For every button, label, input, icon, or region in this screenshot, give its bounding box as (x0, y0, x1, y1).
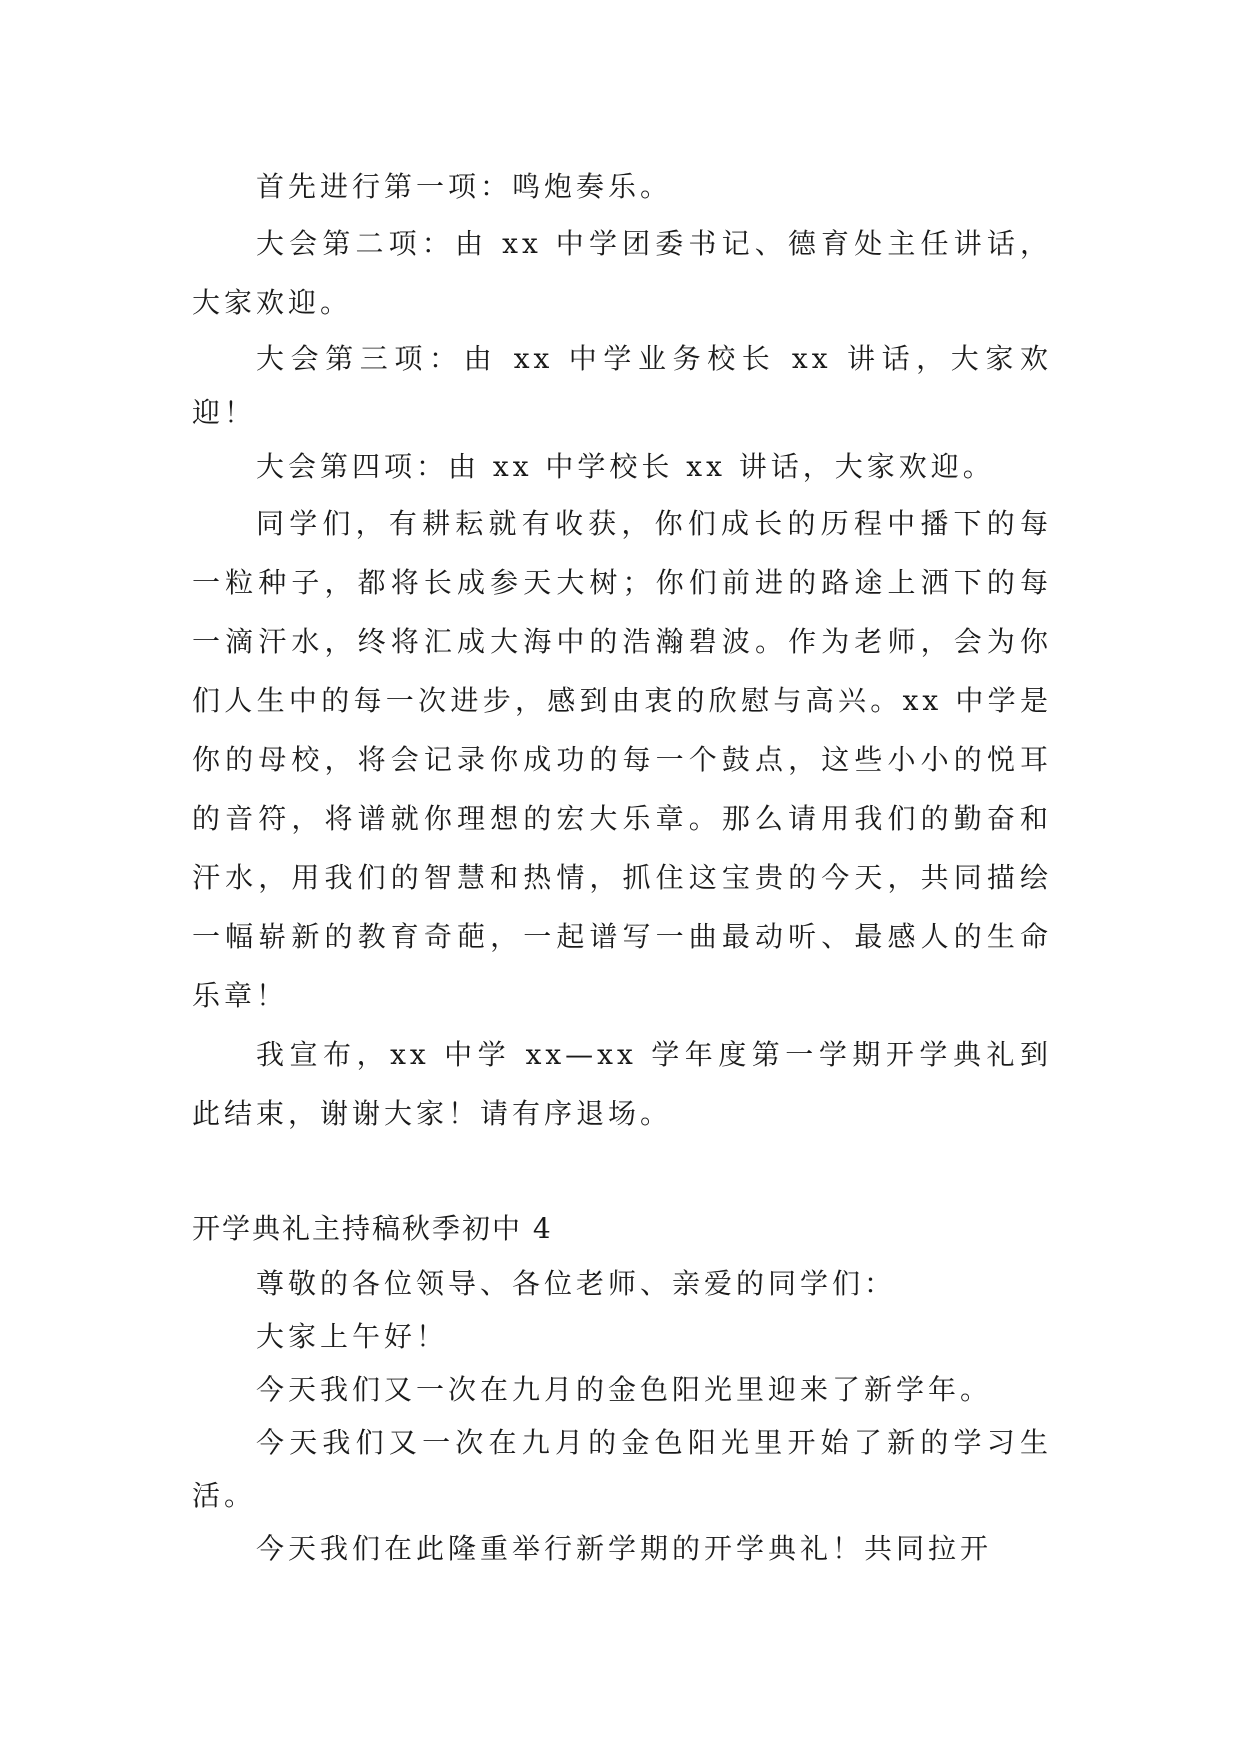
paragraph-speech-body: 同学们，有耕耘就有收获，你们成长的历程中播下的每一粒种子，都将长成参天大树；你们前进的路途上洒下的每一滴汗水，终将汇成大海中的浩瀚碧波。作为老师，会为你们人生中的每一次进步，感到由衷的欣慰与高兴。xx 中学是你的母校，将会记录你成功的每一个鼓点，这些小小的悦耳的音符，将谱就你理想的宏大乐章。那么请用我们的勤奋和汗水，用我们的智慧和热情，抓住这宝贵的今天，共同描绘一幅崭新的教育奇葩，一起谱写一曲最动听、最感人的生命乐章！ (192, 507, 1052, 1012)
section-title: 开学典礼主持稿秋季初中 4 (192, 1212, 553, 1245)
paragraph-item-3: 大会第三项：由 xx 中学业务校长 xx 讲话，大家欢迎！ (192, 342, 1052, 429)
paragraph-item-4: 大会第四项：由 xx 中学校长 xx 讲话，大家欢迎。 (256, 450, 995, 483)
paragraph-greeting: 尊敬的各位领导、各位老师、亲爱的同学们： (256, 1267, 897, 1300)
paragraph-new-life: 今天我们又一次在九月的金色阳光里开始了新的学习生活。 (192, 1426, 1052, 1512)
paragraph-ceremony: 今天我们在此隆重举行新学期的开学典礼！共同拉开 (256, 1532, 993, 1565)
document-body (192, 160, 1052, 1575)
paragraph-item-2: 大会第二项：由 xx 中学团委书记、德育处主任讲话，大家欢迎。 (192, 227, 1052, 319)
paragraph-new-year: 今天我们又一次在九月的金色阳光里迎来了新学年。 (256, 1373, 993, 1406)
paragraph-item-1: 首先进行第一项：鸣炮奏乐。 (256, 170, 673, 203)
paragraph-good-morning: 大家上午好！ (256, 1320, 449, 1353)
second-section-body (192, 1257, 1052, 1575)
paragraph-closing: 我宣布，xx 中学 xx—xx 学年度第一学期开学典礼到此结束，谢谢大家！请有序退场。 (192, 1038, 1052, 1130)
